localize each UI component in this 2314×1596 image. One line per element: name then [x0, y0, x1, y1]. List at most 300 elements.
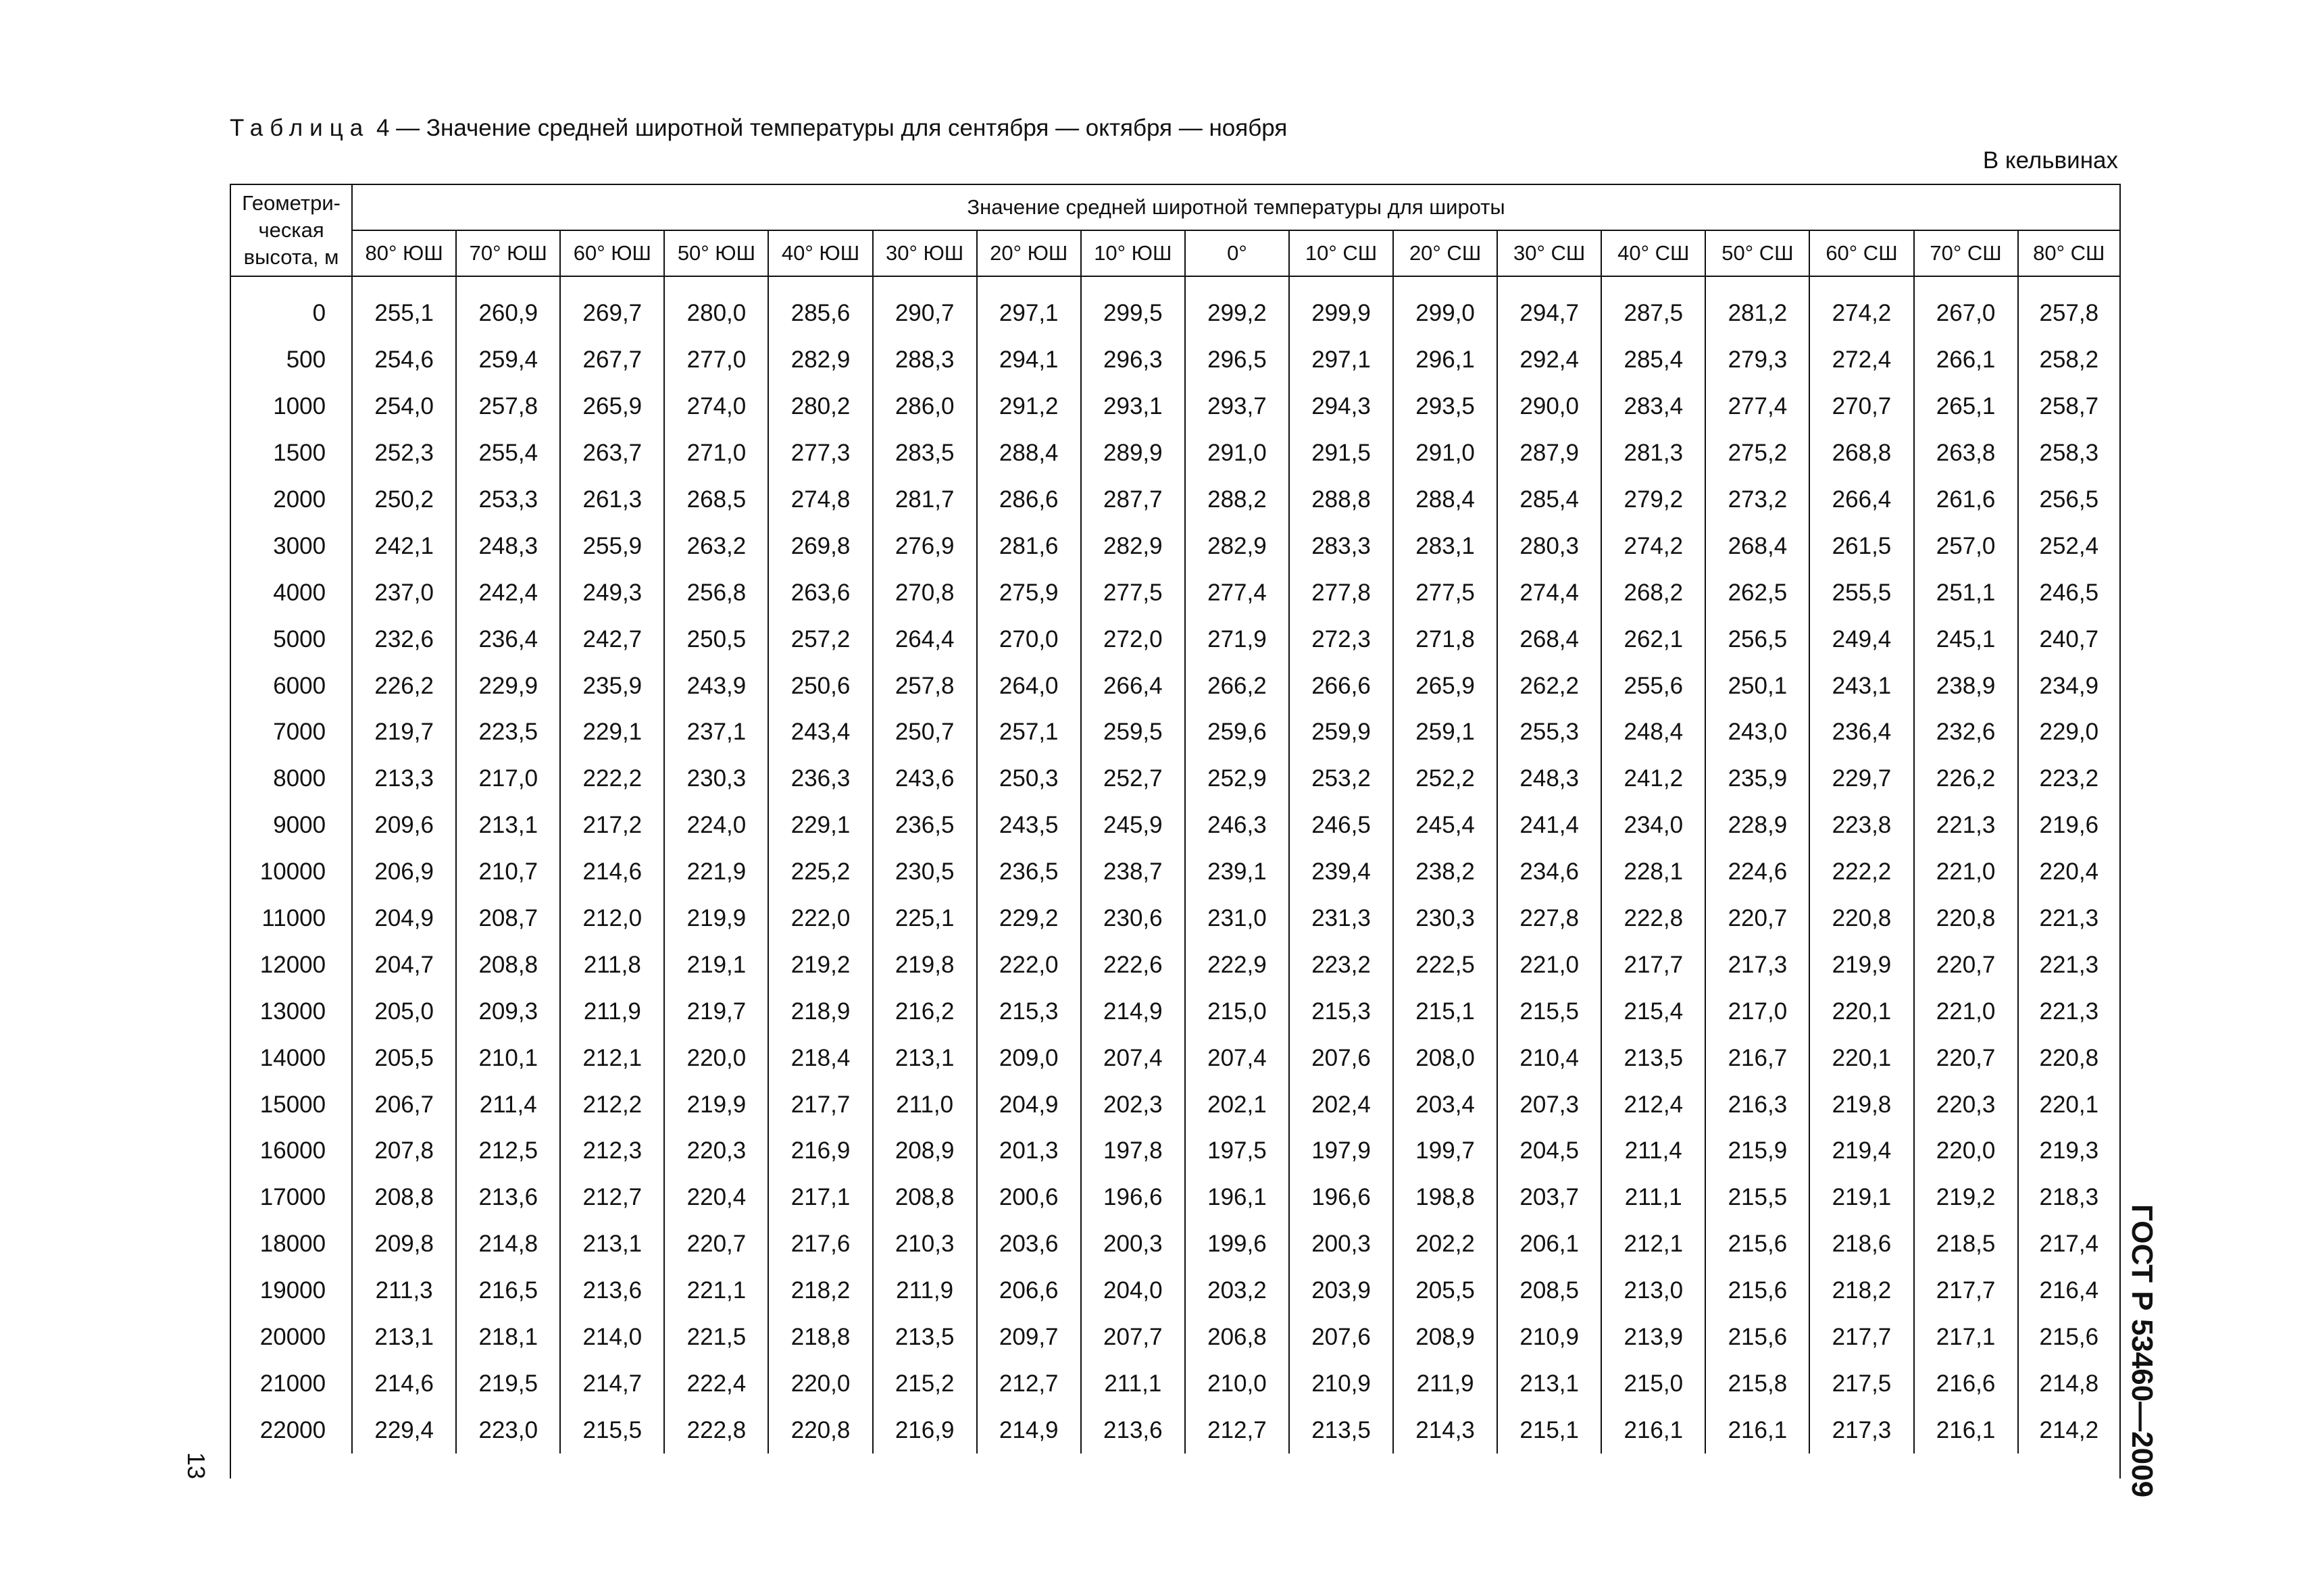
- temperature-cell: 217,6: [768, 1221, 872, 1268]
- temperature-cell: 219,7: [352, 709, 456, 756]
- temperature-cell: 214,8: [456, 1221, 560, 1268]
- temperature-cell: 211,9: [1393, 1360, 1497, 1407]
- temperature-cell: 249,4: [1809, 616, 1913, 663]
- temperature-cell: 217,0: [456, 756, 560, 802]
- temperature-cell: 269,8: [768, 523, 872, 569]
- temperature-cell: 255,3: [1497, 709, 1601, 756]
- temperature-cell: 291,5: [1289, 430, 1393, 477]
- temperature-cell: 211,9: [873, 1268, 977, 1314]
- gap-cell: [231, 276, 352, 290]
- temperature-cell: 225,1: [873, 896, 977, 942]
- latitude-header-cell: 40° СШ: [1601, 230, 1705, 276]
- temperature-cell: 217,7: [1809, 1314, 1913, 1361]
- temperature-cell: 270,8: [873, 569, 977, 616]
- temperature-cell: 246,5: [2039, 579, 2099, 606]
- temperature-cell: 211,1: [1081, 1360, 1185, 1407]
- temperature-cell: 290,7: [873, 290, 977, 337]
- temperature-cell: 202,1: [1185, 1081, 1289, 1128]
- temperature-cell: 250,1: [1705, 663, 1809, 709]
- temperature-cell: 243,0: [1705, 709, 1809, 756]
- temperature-cell: 286,0: [873, 384, 977, 430]
- temperature-cell: 259,6: [1185, 709, 1289, 756]
- temperature-cell: 288,3: [873, 337, 977, 384]
- temperature-cell: 215,3: [1289, 988, 1393, 1035]
- temperature-cell: 222,5: [1393, 942, 1497, 988]
- gap-cell: [456, 276, 560, 290]
- temperature-cell: 264,4: [873, 616, 977, 663]
- latitude-header-cell: 70° СШ: [1914, 230, 2018, 276]
- temperature-cell: 250,7: [873, 709, 977, 756]
- table-row: [231, 802, 2119, 849]
- temperature-cell: 243,9: [664, 663, 768, 709]
- altitude-header: [231, 185, 352, 276]
- temperature-cell: 266,6: [1289, 663, 1393, 709]
- temperature-cell: 215,6: [1705, 1314, 1809, 1361]
- temperature-cell: 246,5: [1289, 802, 1393, 849]
- temperature-cell: 208,9: [1393, 1314, 1497, 1361]
- temperature-cell: 207,3: [1497, 1081, 1601, 1128]
- gap-cell: [1081, 276, 1185, 290]
- temperature-cell: 251,1: [1914, 569, 2018, 616]
- temperature-cell: 215,9: [1705, 1128, 1809, 1175]
- temperature-cell: 203,7: [1497, 1175, 1601, 1221]
- temperature-cell: 197,8: [1081, 1128, 1185, 1175]
- table-row: [231, 290, 2119, 337]
- temperature-cell: 277,4: [1185, 569, 1289, 616]
- header-gap-row: [231, 276, 2119, 290]
- temperature-cell: 236,4: [1809, 709, 1913, 756]
- temperature-cell: 200,3: [1289, 1221, 1393, 1268]
- temperature-cell: 299,9: [1289, 290, 1393, 337]
- temperature-cell: 215,8: [1705, 1360, 1809, 1407]
- table-caption: [230, 115, 1287, 142]
- temperature-cell: 267,0: [1914, 290, 2018, 337]
- temperature-cell: 219,9: [1809, 942, 1913, 988]
- temperature-cell: 296,3: [1081, 337, 1185, 384]
- altitude-cell: 15000: [231, 1081, 352, 1128]
- temperature-cell: 199,6: [1185, 1221, 1289, 1268]
- temperature-cell: 245,9: [1081, 802, 1185, 849]
- table-row: [231, 337, 2119, 384]
- temperature-cell: 236,5: [873, 802, 977, 849]
- temperature-cell: 216,9: [768, 1128, 872, 1175]
- temperature-cell: 223,5: [456, 709, 560, 756]
- altitude-cell: 0: [231, 290, 352, 337]
- temperature-cell: 212,2: [560, 1081, 664, 1128]
- altitude-cell: 18000: [231, 1221, 352, 1268]
- temperature-cell: 275,9: [977, 569, 1081, 616]
- temperature-cell: 203,9: [1289, 1268, 1393, 1314]
- temperature-cell: 217,0: [1705, 988, 1809, 1035]
- temperature-cell: 214,2: [2039, 1416, 2099, 1443]
- temperature-cell: 217,5: [1809, 1360, 1913, 1407]
- temperature-cell: 272,4: [1809, 337, 1913, 384]
- temperature-cell: 219,2: [768, 942, 872, 988]
- temperature-cell: 220,4: [664, 1175, 768, 1221]
- altitude-cell: 13000: [231, 988, 352, 1035]
- temperature-cell: 243,4: [768, 709, 872, 756]
- temperature-cell: 272,0: [1081, 616, 1185, 663]
- temperature-cell: 215,2: [873, 1360, 977, 1407]
- table-row: [231, 1035, 2119, 1081]
- temperature-cell: 209,6: [352, 802, 456, 849]
- temperature-cell: 207,4: [1081, 1035, 1185, 1081]
- temperature-cell: 218,1: [456, 1314, 560, 1361]
- temperature-cell: 215,0: [1601, 1360, 1705, 1407]
- temperature-cell: 287,7: [1081, 477, 1185, 523]
- latitude-header-cell: 30° СШ: [1497, 230, 1601, 276]
- table-row: [231, 477, 2119, 523]
- temperature-cell: 217,7: [768, 1081, 872, 1128]
- temperature-cell: 216,3: [1705, 1081, 1809, 1128]
- temperature-cell: 227,8: [1497, 896, 1601, 942]
- temperature-cell: 257,8: [456, 384, 560, 430]
- temperature-cell: 221,5: [664, 1314, 768, 1361]
- temperature-cell: 213,0: [1601, 1268, 1705, 1314]
- temperature-cell: 296,5: [1185, 337, 1289, 384]
- temperature-cell: 280,0: [664, 290, 768, 337]
- temperature-cell: 272,3: [1289, 616, 1393, 663]
- temperature-cell: 214,9: [977, 1407, 1081, 1453]
- temperature-cell: 267,7: [560, 337, 664, 384]
- temperature-cell: 212,1: [560, 1035, 664, 1081]
- temperature-cell: 262,2: [1497, 663, 1601, 709]
- temperature-cell: 225,2: [768, 849, 872, 896]
- temperature-cell: 216,1: [1705, 1407, 1809, 1453]
- temperature-cell: 238,7: [1081, 849, 1185, 896]
- gap-cell: [1914, 276, 2018, 290]
- gap-cell: [1393, 276, 1497, 290]
- temperature-cell: 290,0: [1497, 384, 1601, 430]
- temperature-cell: 214,7: [560, 1360, 664, 1407]
- temperature-cell: 212,0: [560, 896, 664, 942]
- temperature-cell: 222,2: [560, 756, 664, 802]
- temperature-cell: 210,9: [1497, 1314, 1601, 1361]
- table-row: [231, 1128, 2119, 1175]
- temperature-cell: 206,9: [352, 849, 456, 896]
- temperature-cell: 268,4: [1497, 616, 1601, 663]
- temperature-cell: 223,2: [1289, 942, 1393, 988]
- temperature-cell: 277,8: [1289, 569, 1393, 616]
- temperature-cell: 283,4: [1601, 384, 1705, 430]
- temperature-cell: 229,9: [456, 663, 560, 709]
- altitude-cell: 6000: [231, 663, 352, 709]
- temperature-cell: 263,6: [768, 569, 872, 616]
- temperature-cell: 207,8: [352, 1128, 456, 1175]
- temperature-cell: 212,7: [977, 1360, 1081, 1407]
- temperature-cell: 213,5: [1601, 1035, 1705, 1081]
- temperature-cell: 229,7: [1809, 756, 1913, 802]
- temperature-cell: 263,8: [1914, 430, 2018, 477]
- temperature-cell: 277,4: [1705, 384, 1809, 430]
- temperature-cell: 266,2: [1185, 663, 1289, 709]
- temperature-cell: 229,1: [560, 709, 664, 756]
- temperature-cell: 245,1: [1914, 616, 2018, 663]
- temperature-cell: 250,2: [352, 477, 456, 523]
- temperature-cell: 255,6: [1601, 663, 1705, 709]
- temperature-cell: 215,5: [560, 1407, 664, 1453]
- latitude-header-cell: 20° СШ: [1393, 230, 1497, 276]
- temperature-cell: 237,1: [664, 709, 768, 756]
- temperature-cell: 215,1: [1393, 988, 1497, 1035]
- temperature-cell: 238,2: [1393, 849, 1497, 896]
- temperature-cell: 204,9: [352, 896, 456, 942]
- temperature-cell: 275,2: [1705, 430, 1809, 477]
- temperature-cell: 220,8: [768, 1407, 872, 1453]
- temperature-cell: 248,3: [456, 523, 560, 569]
- altitude-cell: 20000: [231, 1314, 352, 1361]
- gap-cell: [1289, 276, 1393, 290]
- temperature-cell: 219,9: [664, 1081, 768, 1128]
- temperature-cell: 294,7: [1497, 290, 1601, 337]
- gap-cell: [1809, 276, 1913, 290]
- temperature-cell: 205,5: [1393, 1268, 1497, 1314]
- temperature-cell: 239,1: [1185, 849, 1289, 896]
- altitude-header-line-1: Геометри-: [242, 191, 341, 215]
- temperature-cell: 252,3: [352, 430, 456, 477]
- temperature-cell: 241,2: [1601, 756, 1705, 802]
- temperature-cell: 206,6: [977, 1268, 1081, 1314]
- temperature-cell: 242,1: [352, 523, 456, 569]
- temperature-cell: 214,3: [1393, 1407, 1497, 1453]
- temperature-cell: 220,0: [664, 1035, 768, 1081]
- temperature-cell: 257,2: [768, 616, 872, 663]
- altitude-cell: 14000: [231, 1035, 352, 1081]
- temperature-cell: 204,0: [1081, 1268, 1185, 1314]
- temperature-cell: 232,6: [1914, 709, 2018, 756]
- table-row: [231, 1268, 2119, 1314]
- temperature-cell: 282,9: [768, 337, 872, 384]
- gap-cell: [873, 276, 977, 290]
- temperature-cell: 220,4: [2039, 858, 2099, 885]
- temperature-cell: 215,6: [1705, 1268, 1809, 1314]
- temperature-cell: 236,3: [768, 756, 872, 802]
- temperature-cell: 209,7: [977, 1314, 1081, 1361]
- temperature-cell: 210,9: [1289, 1360, 1393, 1407]
- temperature-cell: 217,3: [1809, 1407, 1913, 1453]
- temperature-cell: 220,7: [1914, 942, 2018, 988]
- temperature-cell: 289,9: [1081, 430, 1185, 477]
- temperature-cell: 220,3: [664, 1128, 768, 1175]
- temperature-cell: 265,9: [1393, 663, 1497, 709]
- temperature-cell: 214,9: [1081, 988, 1185, 1035]
- latitude-header-cell: 0°: [1185, 230, 1289, 276]
- latitude-header-cell: 70° ЮШ: [456, 230, 560, 276]
- altitude-cell: 1000: [231, 384, 352, 430]
- temperature-cell: 250,6: [768, 663, 872, 709]
- altitude-cell: 11000: [231, 896, 352, 942]
- temperature-cell: 218,9: [768, 988, 872, 1035]
- temperature-cell: 210,0: [1185, 1360, 1289, 1407]
- temperature-cell: 213,3: [352, 756, 456, 802]
- temperature-cell: 257,1: [977, 709, 1081, 756]
- temperature-cell: 219,6: [2039, 812, 2099, 839]
- temperature-cell: 299,5: [1081, 290, 1185, 337]
- temperature-cell: 196,6: [1289, 1175, 1393, 1221]
- temperature-cell: 277,5: [1393, 569, 1497, 616]
- temperature-cell: 196,6: [1081, 1175, 1185, 1221]
- temperature-cell: 206,7: [352, 1081, 456, 1128]
- temperature-cell: 222,8: [1601, 896, 1705, 942]
- temperature-cell: 254,6: [352, 337, 456, 384]
- table-row: [231, 430, 2119, 477]
- temperature-cell: 229,1: [768, 802, 872, 849]
- temperature-cell: 257,8: [873, 663, 977, 709]
- table-row: [231, 384, 2119, 430]
- temperature-cell: 202,2: [1393, 1221, 1497, 1268]
- temperature-cell: 230,5: [873, 849, 977, 896]
- temperature-cell: 210,4: [1497, 1035, 1601, 1081]
- temperature-cell: 262,5: [1705, 569, 1809, 616]
- temperature-cell: 221,0: [1497, 942, 1601, 988]
- temperature-cell: 280,3: [1497, 523, 1601, 569]
- temperature-cell: 255,5: [1809, 569, 1913, 616]
- temperature-cell: 274,2: [1809, 290, 1913, 337]
- temperature-cell: 231,3: [1289, 896, 1393, 942]
- latitude-header-cell: 80° СШ: [2018, 230, 2119, 276]
- table-row: [231, 663, 2119, 709]
- temperature-cell: 271,9: [1185, 616, 1289, 663]
- temperature-cell: 226,2: [352, 663, 456, 709]
- temperature-cell: 218,5: [1914, 1221, 2018, 1268]
- temperature-cell: 263,7: [560, 430, 664, 477]
- temperature-cell: 218,6: [1809, 1221, 1913, 1268]
- temperature-cell: 229,4: [352, 1407, 456, 1453]
- gap-cell: [352, 276, 456, 290]
- temperature-cell: 207,4: [1185, 1035, 1289, 1081]
- temperature-cell: 218,3: [2039, 1184, 2099, 1211]
- temperature-cell: 266,1: [1914, 337, 2018, 384]
- temperature-cell: 293,7: [1185, 384, 1289, 430]
- latitude-header-cell: 10° СШ: [1289, 230, 1393, 276]
- temperature-cell: 222,9: [1185, 942, 1289, 988]
- altitude-cell: 7000: [231, 709, 352, 756]
- temperature-cell: 213,5: [873, 1314, 977, 1361]
- temperature-cell: 210,3: [873, 1221, 977, 1268]
- temperature-cell: 222,8: [664, 1407, 768, 1453]
- temperature-cell: 222,4: [664, 1360, 768, 1407]
- temperature-cell: 212,7: [1185, 1407, 1289, 1453]
- temperature-cell: 219,4: [1809, 1128, 1913, 1175]
- altitude-header-line-3: высота, м: [243, 245, 339, 269]
- temperature-cell: 282,9: [1185, 523, 1289, 569]
- altitude-cell: 3000: [231, 523, 352, 569]
- temperature-cell: 285,4: [1497, 477, 1601, 523]
- altitude-cell: 19000: [231, 1268, 352, 1314]
- temperature-cell: 277,0: [664, 337, 768, 384]
- temperature-cell: 250,3: [977, 756, 1081, 802]
- temperature-cell: 221,9: [664, 849, 768, 896]
- temperature-cell: 283,5: [873, 430, 977, 477]
- temperature-cell: 202,4: [1289, 1081, 1393, 1128]
- temperature-cell: 220,8: [1809, 896, 1913, 942]
- table-row: [231, 1360, 2119, 1407]
- temperature-cell: 204,5: [1497, 1128, 1601, 1175]
- temperature-cell: 211,9: [560, 988, 664, 1035]
- latitude-header-cell: 80° ЮШ: [352, 230, 456, 276]
- temperature-cell: 291,0: [1393, 430, 1497, 477]
- temperature-cell: 292,4: [1497, 337, 1601, 384]
- temperature-cell: 214,6: [352, 1360, 456, 1407]
- temperature-cell: 220,7: [1914, 1035, 2018, 1081]
- temperature-cell: 266,4: [1081, 663, 1185, 709]
- temperature-cell: 214,8: [2039, 1370, 2099, 1397]
- temperature-cell: 285,6: [768, 290, 872, 337]
- temperature-cell: 261,3: [560, 477, 664, 523]
- temperature-cell: 208,8: [352, 1175, 456, 1221]
- temperature-cell: 211,4: [1601, 1128, 1705, 1175]
- temperature-cell: 279,3: [1705, 337, 1809, 384]
- temperature-cell: 211,4: [456, 1081, 560, 1128]
- temperature-cell: 220,1: [2039, 1091, 2099, 1118]
- gap-cell: [1185, 276, 1289, 290]
- table-row: [231, 1175, 2119, 1221]
- temperature-cell: 217,1: [1914, 1314, 2018, 1361]
- temperature-cell: 249,3: [560, 569, 664, 616]
- temperature-cell: 224,6: [1705, 849, 1809, 896]
- temperature-cell: 221,3: [2039, 905, 2099, 932]
- temperature-cell: 264,0: [977, 663, 1081, 709]
- temperature-cell: 258,7: [2039, 393, 2099, 420]
- temperature-cell: 209,8: [352, 1221, 456, 1268]
- temperature-cell: 216,9: [873, 1407, 977, 1453]
- temperature-cell: 213,1: [1497, 1360, 1601, 1407]
- temperature-cell: 223,0: [456, 1407, 560, 1453]
- altitude-cell: 12000: [231, 942, 352, 988]
- table-row: [231, 1314, 2119, 1361]
- temperature-cell: 282,9: [1081, 523, 1185, 569]
- table-caption-label: Таблица: [230, 115, 370, 141]
- temperature-cell: 219,3: [2039, 1137, 2099, 1164]
- temperature-cell: 200,3: [1081, 1221, 1185, 1268]
- temperature-cell: 215,0: [1185, 988, 1289, 1035]
- temperature-cell: 291,0: [1185, 430, 1289, 477]
- temperature-cell: 221,3: [2039, 998, 2099, 1025]
- temperature-cell: 201,3: [977, 1128, 1081, 1175]
- temperature-cell: 226,2: [1914, 756, 2018, 802]
- temperature-cell: 211,0: [873, 1081, 977, 1128]
- gap-cell: [1705, 276, 1809, 290]
- temperature-cell: 218,2: [1809, 1268, 1913, 1314]
- temperature-cell: 216,6: [1914, 1360, 2018, 1407]
- temperature-cell: 218,8: [768, 1314, 872, 1361]
- temperature-cell: 202,3: [1081, 1081, 1185, 1128]
- temperature-cell: 220,0: [1914, 1128, 2018, 1175]
- temperature-cell: 219,7: [664, 988, 768, 1035]
- temperature-cell: 210,7: [456, 849, 560, 896]
- temperature-cell: 271,0: [664, 430, 768, 477]
- latitude-header-cell: 60° ЮШ: [560, 230, 664, 276]
- page-number: 13: [182, 1452, 210, 1480]
- temperature-cell: 256,5: [2039, 486, 2099, 513]
- temperature-cell: 222,0: [977, 942, 1081, 988]
- temperature-cell: 253,3: [456, 477, 560, 523]
- table-row: [231, 569, 2119, 616]
- temperature-cell: 232,6: [352, 616, 456, 663]
- table-row: [231, 756, 2119, 802]
- temperature-cell: 265,9: [560, 384, 664, 430]
- temperature-cell: 248,3: [1497, 756, 1601, 802]
- temperature-cell: 288,8: [1289, 477, 1393, 523]
- latitude-group-header: Значение средней широтной температуры для широты: [352, 185, 2119, 230]
- units-note: В кельвинах: [1982, 147, 2118, 174]
- temperature-cell: 253,2: [1289, 756, 1393, 802]
- temperature-cell: 222,2: [1809, 849, 1913, 896]
- altitude-cell: 8000: [231, 756, 352, 802]
- temperature-cell: 208,8: [873, 1175, 977, 1221]
- altitude-cell: 16000: [231, 1128, 352, 1175]
- temperature-cell: 222,6: [1081, 942, 1185, 988]
